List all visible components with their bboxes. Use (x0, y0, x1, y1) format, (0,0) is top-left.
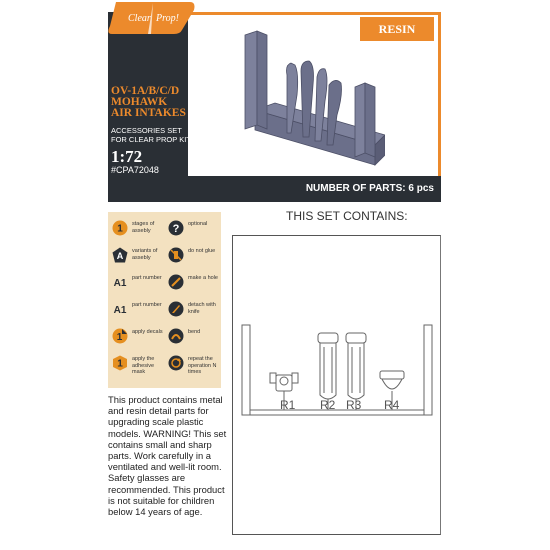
part-label-r1: R1 (280, 398, 296, 412)
part-number-text-icon (112, 274, 128, 290)
svg-text:A1: A1 (113, 278, 127, 289)
repeat-icon (168, 355, 184, 371)
legend-label: variants of assebly (132, 248, 158, 261)
legend-label: do not glue (188, 248, 216, 254)
variant-icon (112, 247, 128, 263)
parts-count: NUMBER OF PARTS: 6 pcs (305, 183, 434, 194)
title-line-2: MOHAWK (111, 96, 168, 108)
do-not-glue-icon (168, 247, 184, 263)
scale-label: 1:72 (111, 147, 143, 166)
stage-number-icon (112, 220, 128, 236)
svg-text:A: A (116, 251, 124, 261)
make-hole-icon (168, 274, 184, 290)
product-subtitle: ACCESSORIES SET FOR CLEAR PROP KITS (111, 126, 196, 144)
legend-label: make a hole (188, 275, 218, 281)
optional-icon (168, 220, 184, 236)
svg-text:1: 1 (117, 223, 123, 235)
svg-text:1: 1 (116, 332, 123, 343)
adhesive-mask-icon (112, 355, 128, 371)
svg-text:?: ? (172, 223, 180, 235)
svg-text:1: 1 (117, 358, 123, 370)
svg-text:Prop!: Prop! (156, 13, 179, 24)
legend-label: repeat the operation N times (188, 356, 217, 375)
legend-label: detach with knife (188, 302, 216, 315)
legend-label: apply the adhesive mask (132, 356, 155, 375)
legend-label: part number (132, 275, 162, 281)
knife-icon (168, 301, 184, 317)
parts-drawing (232, 235, 441, 535)
product-description: This product contains metal and resin detail parts for upgrading scale plastic models. WARNING! This set contains small and sharp parts. Work carefully in a ventilated and well-lit room. Safety glasses are recommended. This product is not suitable for children below 14 years of age. (108, 394, 227, 518)
part-label-r4: R4 (384, 398, 400, 412)
legend-label: optional (188, 221, 208, 227)
svg-text:Clear: Clear (128, 13, 151, 24)
set-contents-title: THIS SET CONTAINS: (286, 209, 408, 223)
bend-icon (168, 328, 184, 344)
legend-label: bend (188, 329, 201, 335)
catalog-number: #CPA72048 (111, 165, 159, 175)
resin-part-photo (225, 25, 385, 175)
svg-text:A1: A1 (113, 305, 127, 316)
legend-label: part number (132, 302, 162, 308)
part-label-r3: R3 (346, 398, 362, 412)
legend-label: stages of assebly (132, 221, 155, 234)
part-label-r2: R2 (320, 398, 336, 412)
title-line-1: OV-1A/B/C/D (111, 85, 180, 97)
product-title (111, 86, 191, 119)
brand-logo (108, 0, 198, 36)
part-number-text-icon (112, 301, 128, 317)
apply-decals-icon (112, 328, 128, 344)
legend-label: apply decals (132, 329, 163, 335)
title-line-3: AIR INTAKES (111, 107, 186, 119)
resin-badge: RESIN (360, 17, 434, 41)
